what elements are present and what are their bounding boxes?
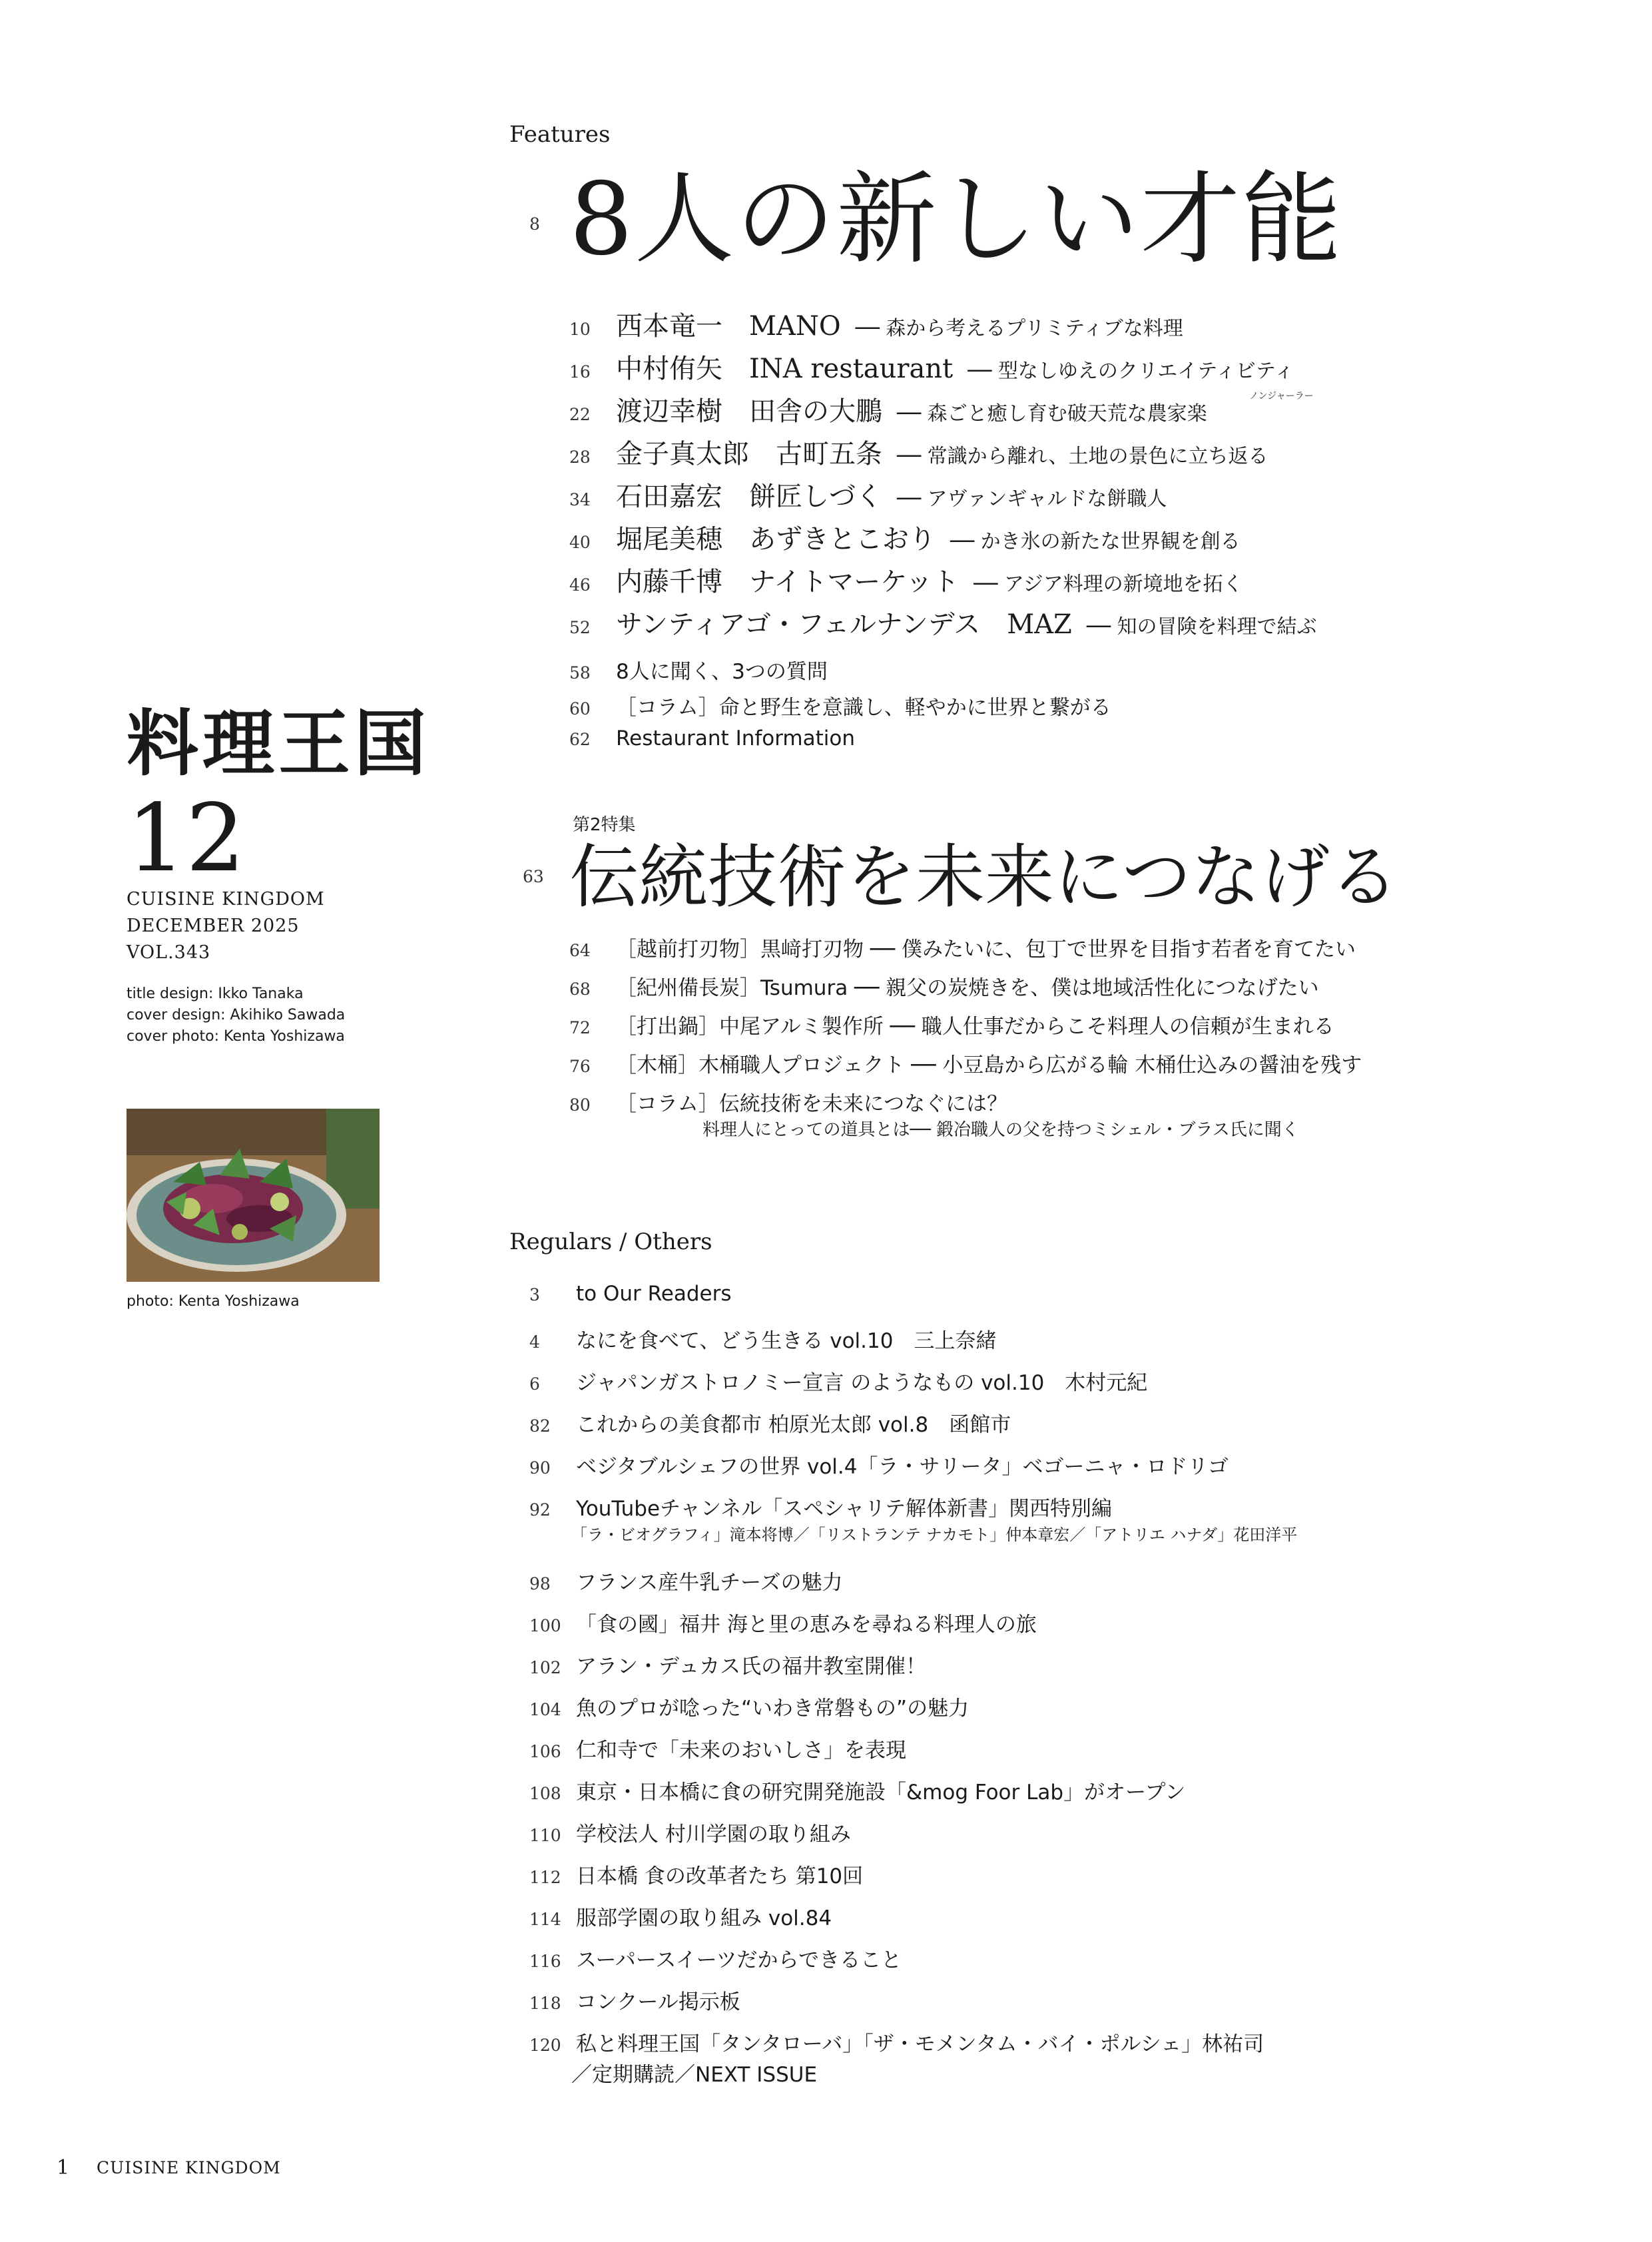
- second-feature-entry[interactable]: [569, 1048, 1362, 1078]
- page-number: 112: [529, 1868, 561, 1887]
- page-number: 116: [529, 1952, 561, 1971]
- folio-page-number: 1: [57, 2156, 70, 2179]
- page-number: 98: [529, 1574, 551, 1593]
- credit-title-design: title design: Ikko Tanaka: [127, 985, 304, 1002]
- credit-cover-photo: cover photo: Kenta Yoshizawa: [127, 1028, 345, 1045]
- page-number: 60: [569, 699, 591, 718]
- regular-entry[interactable]: [529, 1366, 1147, 1396]
- feature-description: ── アジア料理の新境地を拓く: [973, 573, 1243, 596]
- chef-restaurant: サンティアゴ・フェルナンデス MAZ: [616, 609, 1072, 640]
- regular-entry[interactable]: [529, 1859, 863, 1889]
- regular-entry[interactable]: [529, 1817, 851, 1847]
- feature-entry[interactable]: [569, 475, 1167, 513]
- regular-entry[interactable]: [529, 1901, 832, 1931]
- cover-thumbnail: [127, 1109, 380, 1282]
- folio-brand: CUISINE KINGDOM: [97, 2158, 281, 2177]
- page-number: 118: [529, 1994, 561, 2013]
- entry-title: 日本橋 食の改革者たち 第10回: [576, 1864, 864, 1888]
- chef-restaurant: 中村侑矢 INA restaurant: [616, 354, 954, 384]
- feature-extra[interactable]: [569, 691, 1111, 720]
- page-number: 4: [529, 1332, 540, 1352]
- entry-title: ジャパンガストロノミー宣言 のようなもの vol.10 木村元紀: [576, 1371, 1148, 1395]
- page-number: 62: [569, 730, 591, 749]
- dish-photo-illustration: [127, 1109, 380, 1282]
- entry-title: 仁和寺で「未来のおいしさ」を表現: [576, 1739, 906, 1763]
- entry-title: なにを食べて、どう生きる vol.10 三上奈緒: [576, 1329, 997, 1353]
- page-number: 10: [569, 320, 591, 339]
- regular-entry[interactable]: [529, 1733, 906, 1763]
- entry-subtitle: ／定期購読／NEXT ISSUE: [571, 2063, 818, 2087]
- entry-title: スーパースイーツだからできること: [576, 1948, 902, 1972]
- page-number: 106: [529, 1742, 561, 1761]
- page-number: 102: [529, 1658, 561, 1677]
- page-number: 3: [529, 1285, 540, 1304]
- ruby-annotation: ノンジャーラー: [1249, 391, 1314, 402]
- second-feature-entry[interactable]: [569, 971, 1319, 1001]
- magazine-title: 料理王国: [127, 702, 431, 786]
- entry-title: YouTubeチャンネル「スペシャリテ解体新書」関西特別編: [576, 1497, 1112, 1521]
- entry-title: コンクール掲示板: [576, 1990, 740, 2014]
- page-number: 28: [569, 447, 591, 467]
- entry-title: 服部学園の取り組み vol.84: [576, 1906, 832, 1930]
- regular-entry[interactable]: [529, 1943, 902, 1973]
- page-number: 92: [529, 1500, 551, 1520]
- feature-entry[interactable]: [569, 348, 1294, 386]
- entry-title: 「食の國」福井 海と里の恵みを尋ねる料理人の旅: [576, 1613, 1037, 1637]
- second-feature-entry[interactable]: [569, 1009, 1334, 1039]
- regular-entry[interactable]: [529, 1492, 1112, 1522]
- page-number: 80: [569, 1095, 591, 1115]
- feature-description: ── 森から考えるプリミティブな料理: [855, 317, 1183, 340]
- chef-restaurant: 堀尾美穂 あずきとこおり: [616, 524, 936, 555]
- page-number: 58: [569, 663, 591, 683]
- page-number: 82: [529, 1416, 551, 1436]
- chef-restaurant: 渡辺幸樹 田舎の大鵬: [616, 396, 882, 427]
- feature-description: ── 森ごと癒し育む破天荒な農家楽: [897, 402, 1207, 425]
- page-number: 46: [569, 575, 591, 595]
- regular-entry[interactable]: [529, 1450, 1229, 1480]
- entry-title: 東京・日本橋に食の研究開発施設「&mog Foor Lab」がオープン: [576, 1781, 1186, 1805]
- chef-restaurant: 西本竜一 MANO: [616, 311, 841, 342]
- regulars-label: Regulars / Others: [509, 1229, 712, 1255]
- page-number: 34: [569, 490, 591, 509]
- entry-title: これからの美食都市 柏原光太郎 vol.8 函館市: [576, 1413, 1011, 1437]
- page-number: 76: [569, 1057, 591, 1076]
- entry-title: 魚のプロが唸った“いわき常磐もの”の魅力: [576, 1697, 969, 1721]
- second-feature-entry[interactable]: [569, 932, 1356, 962]
- regular-entry[interactable]: [529, 1649, 926, 1679]
- main-feature-title: 8人の新しい才能: [569, 162, 1343, 278]
- extra-title: 8人に聞く、3つの質問: [616, 660, 828, 684]
- entry-title: 私と料理王国「タンタローバ」「ザ・モメンタム・バイ・ポルシェ」林祐司: [576, 2032, 1264, 2056]
- page-number: 16: [569, 362, 591, 382]
- page-number: 110: [529, 1826, 561, 1845]
- extra-title: Restaurant Information: [616, 726, 856, 750]
- regular-entry[interactable]: [529, 2027, 1264, 2057]
- entry-title: アラン・デュカス氏の福井教室開催！: [576, 1655, 927, 1679]
- chef-restaurant: 内藤千博 ナイトマーケット: [616, 567, 960, 597]
- page-number: 68: [569, 980, 591, 999]
- second-feature-label: 第2特集: [573, 815, 636, 835]
- entry-subtitle: 「ラ・ビオグラフィ」滝本将博／「リストランテ ナカモト」仲本章宏／「アトリエ ハナダ」花田洋平: [571, 1526, 1298, 1544]
- feature-entry[interactable]: [569, 561, 1243, 599]
- regular-entry[interactable]: [529, 1775, 1185, 1805]
- brand-name: CUISINE KINGDOM: [127, 889, 325, 910]
- issue-date: DECEMBER 2025: [127, 916, 300, 936]
- page-number: 72: [569, 1018, 591, 1037]
- second-feature-page: 63: [523, 867, 544, 886]
- feature-entry[interactable]: [569, 603, 1317, 641]
- feature-description: ── 知の冒険を料理で結ぶ: [1086, 615, 1317, 639]
- volume-number: VOL.343: [127, 942, 211, 963]
- feature-extra[interactable]: [569, 655, 828, 685]
- feature-entry[interactable]: [569, 518, 1240, 556]
- entry-title: to Our Readers: [576, 1282, 732, 1306]
- second-feature-title: 伝統技術を未来につなげる: [569, 836, 1399, 918]
- page-number: 52: [569, 618, 591, 637]
- issue-number: 12: [127, 784, 246, 893]
- regular-entry[interactable]: [529, 1985, 740, 2015]
- entry-title: ［打出鍋］中尾アルミ製作所 ── 職人仕事だからこそ料理人の信頼が生まれる: [616, 1015, 1334, 1039]
- regular-entry[interactable]: [529, 1691, 969, 1721]
- feature-description: ── 型なしゆえのクリエイティビティ: [967, 360, 1294, 383]
- feature-entry[interactable]: [569, 305, 1183, 343]
- entry-title: ［越前打刃物］黒﨑打刃物 ── 僕みたいに、包丁で世界を目指す若者を育てたい: [616, 938, 1356, 962]
- photo-credit: photo: Kenta Yoshizawa: [127, 1293, 300, 1310]
- page-number: 114: [529, 1910, 561, 1929]
- entry-title: ［コラム］伝統技術を未来につなぐには？: [616, 1092, 1008, 1116]
- entry-title: フランス産牛乳チーズの魅力: [576, 1571, 843, 1595]
- regular-entry[interactable]: [529, 1282, 731, 1306]
- page-number: 22: [569, 405, 591, 424]
- feature-description: ── 常識から離れ、土地の景色に立ち返る: [897, 445, 1268, 468]
- entry-title: 学校法人 村川学園の取り組み: [576, 1822, 851, 1846]
- regular-entry[interactable]: [529, 1607, 1037, 1637]
- page-number: 90: [529, 1458, 551, 1478]
- page-number: 40: [569, 533, 591, 552]
- features-label: Features: [509, 121, 611, 148]
- feature-description: ── かき氷の新たな世界観を創る: [950, 530, 1240, 553]
- chef-restaurant: 石田嘉宏 餅匠しづく: [616, 481, 882, 512]
- feature-extra[interactable]: [569, 726, 855, 750]
- page-number: 64: [569, 941, 591, 960]
- page-number: 100: [529, 1616, 561, 1635]
- page-number: 120: [529, 2036, 561, 2055]
- entry-subtitle: 料理人にとっての道具とは── 鍛冶職人の父を持つミシェル・ブラス氏に聞く: [702, 1120, 1299, 1140]
- feature-entry[interactable]: [569, 433, 1268, 471]
- extra-title: ［コラム］命と野生を意識し、軽やかに世界と繋がる: [616, 696, 1111, 720]
- page-number: 108: [529, 1784, 561, 1803]
- main-feature-page: 8: [529, 214, 540, 234]
- regular-entry[interactable]: [529, 1324, 996, 1354]
- entry-title: ［紀州備長炭］Tsumura ── 親父の炭焼きを、僕は地域活性化につなげたい: [616, 976, 1319, 1000]
- page-number: 6: [529, 1374, 540, 1394]
- regular-entry[interactable]: [529, 1408, 1011, 1438]
- entry-title: ベジタブルシェフの世界 vol.4「ラ・サリータ」ベゴーニャ・ロドリゴ: [576, 1455, 1229, 1479]
- chef-restaurant: 金子真太郎 古町五条: [616, 439, 882, 469]
- feature-entry[interactable]: [569, 390, 1207, 428]
- entry-title: ［木桶］木桶職人プロジェクト ── 小豆島から広がる輪 木桶仕込みの醤油を残す: [616, 1053, 1362, 1077]
- credit-cover-design: cover design: Akihiko Sawada: [127, 1007, 346, 1023]
- feature-description: ── アヴァンギャルドな餅職人: [897, 487, 1167, 511]
- page-number: 104: [529, 1700, 561, 1719]
- regular-entry[interactable]: [529, 1565, 843, 1595]
- second-feature-entry[interactable]: [569, 1087, 1007, 1117]
